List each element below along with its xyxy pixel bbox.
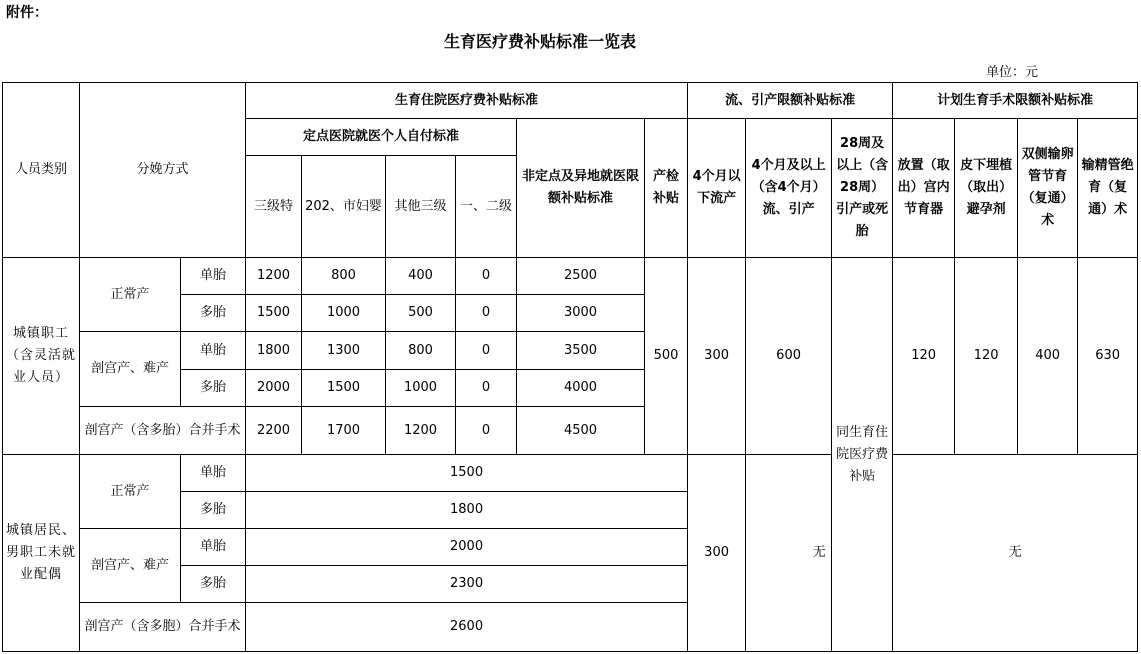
group1-tubal: 400	[1018, 258, 1078, 455]
group1-normal-delivery: 正常产	[80, 258, 181, 332]
value-cell: 400	[386, 258, 456, 295]
single-birth-label: 单胎	[181, 455, 246, 492]
level-3-special-header: 三级特	[246, 156, 302, 258]
group1-iud: 120	[893, 258, 955, 455]
implant-header: 皮下埋植（取出）避孕剂	[955, 119, 1018, 258]
delivery-mode-header: 分娩方式	[80, 83, 246, 258]
group2-prenatal: 300	[688, 455, 746, 652]
value-cell: 800	[386, 332, 456, 370]
inpatient-group-header: 生育住院医疗费补贴标准	[246, 83, 688, 119]
multiple-birth-label: 多胎	[181, 295, 246, 332]
value-cell: 500	[386, 295, 456, 332]
prenatal-header: 产检补贴	[645, 119, 688, 258]
value-cell: 1700	[302, 407, 386, 455]
value-cell: 0	[456, 370, 517, 407]
other-level-3-header: 其他三级	[386, 156, 456, 258]
tubal-header: 双侧输卵管节育（复通）术	[1018, 119, 1078, 258]
level-1-2-header: 一、二级	[456, 156, 517, 258]
group2-cesarean: 剖宫产、难产	[80, 529, 181, 603]
group1-vas: 630	[1078, 258, 1138, 455]
value-cell: 3500	[517, 332, 645, 370]
group2-abortion-none: 无	[746, 455, 893, 652]
value-cell: 800	[302, 258, 386, 295]
value-cell: 1000	[302, 295, 386, 332]
group1-category: 城镇职工（含灵活就业人员）	[3, 258, 80, 455]
value-cell: 1800	[246, 492, 688, 529]
value-cell: 0	[456, 332, 517, 370]
value-cell: 1500	[246, 295, 302, 332]
group1-combined-surgery: 剖宫产（含多胎）合并手术	[80, 407, 246, 455]
attachment-label: 附件：	[6, 5, 48, 21]
value-cell: 2600	[246, 603, 688, 652]
table-row	[3, 258, 1138, 295]
table-row	[3, 455, 1138, 492]
value-cell: 0	[456, 295, 517, 332]
over-28-weeks-note: 同生育住院医疗费补贴	[832, 258, 893, 652]
over-28-weeks-header: 28周及以上（含28周）引产或死胎	[832, 119, 893, 258]
single-birth-label: 单胎	[181, 529, 246, 566]
vas-header: 输精管绝育（复通）术	[1078, 119, 1138, 258]
single-birth-label: 单胎	[181, 332, 246, 370]
unit-label: 单位：元	[986, 65, 1039, 80]
value-cell: 1200	[246, 258, 302, 295]
value-cell: 1800	[246, 332, 302, 370]
group1-under-4-months: 300	[688, 258, 746, 455]
iud-header: 放置（取出）宫内节育器	[893, 119, 955, 258]
group1-cesarean: 剖宫产、难产	[80, 332, 181, 407]
non-designated-header: 非定点及异地就医限额补贴标准	[517, 119, 645, 258]
group2-family-planning-none: 无	[893, 455, 1138, 652]
person-category-header: 人员类别	[3, 83, 80, 258]
abortion-group-header: 流、引产限额补贴标准	[688, 83, 893, 119]
under-4-months-header: 4个月以下流产	[688, 119, 746, 258]
value-cell: 0	[456, 407, 517, 455]
group1-over-4-months: 600	[746, 258, 832, 455]
multiple-birth-label: 多胎	[181, 492, 246, 529]
value-cell: 3000	[517, 295, 645, 332]
value-cell: 2000	[246, 529, 688, 566]
group1-prenatal: 500	[645, 258, 688, 455]
page-title: 生育医疗费补贴标准一览表	[443, 32, 636, 51]
multiple-birth-label: 多胎	[181, 370, 246, 407]
value-cell: 4000	[517, 370, 645, 407]
value-cell: 2000	[246, 370, 302, 407]
value-cell: 1300	[302, 332, 386, 370]
family-planning-group-header: 计划生育手术限额补贴标准	[893, 83, 1138, 119]
group2-combined-surgery: 剖宫产（含多胞）合并手术	[80, 603, 246, 652]
value-cell: 1000	[386, 370, 456, 407]
value-cell: 0	[456, 258, 517, 295]
designated-self-pay-header: 定点医院就医个人自付标准	[246, 119, 517, 156]
city-maternal-header: 202、市妇婴	[302, 156, 386, 258]
over-4-months-header: 4个月及以上（含4个月）流、引产	[746, 119, 832, 258]
value-cell: 2200	[246, 407, 302, 455]
subsidy-table	[2, 82, 1138, 652]
value-cell: 1500	[302, 370, 386, 407]
header-row-1	[3, 83, 1138, 119]
value-cell: 4500	[517, 407, 645, 455]
group2-category: 城镇居民、男职工未就业配偶	[3, 455, 80, 652]
value-cell: 2500	[517, 258, 645, 295]
value-cell: 2300	[246, 566, 688, 603]
multiple-birth-label: 多胎	[181, 566, 246, 603]
value-cell: 1200	[386, 407, 456, 455]
group2-normal-delivery: 正常产	[80, 455, 181, 529]
single-birth-label: 单胎	[181, 258, 246, 295]
group1-implant: 120	[955, 258, 1018, 455]
value-cell: 1500	[246, 455, 688, 492]
